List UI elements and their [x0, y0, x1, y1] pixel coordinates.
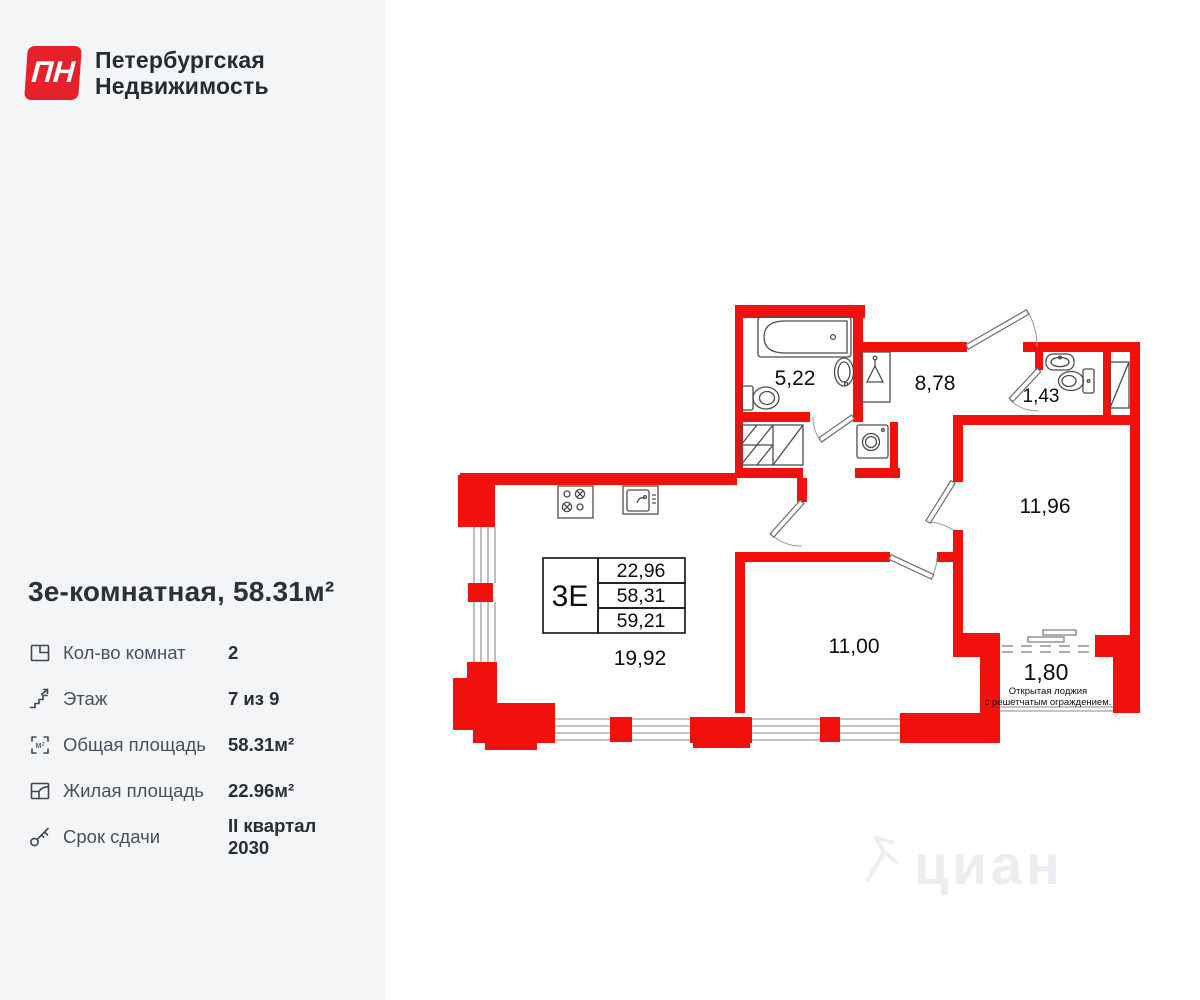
cian-watermark-icon: [862, 832, 906, 897]
unit-living-area: 22,96: [616, 560, 666, 582]
toilet-icon: [742, 386, 779, 410]
bath-sink-icon: [835, 358, 854, 386]
key-icon: [28, 825, 52, 849]
unit-total-area: 58,31: [616, 585, 666, 607]
unit-total-with-loggia: 59,21: [616, 610, 666, 632]
bathroom-door: [813, 415, 854, 442]
kitchen-sink-icon: [623, 486, 658, 514]
room-11-96-door: [926, 481, 955, 530]
spec-label: Этаж: [63, 688, 108, 709]
stairs-icon: [28, 687, 52, 711]
brand-name: [95, 47, 269, 99]
room-label-kitchen: 19,92: [613, 647, 667, 670]
spec-label: Кол-во комнат: [63, 642, 186, 663]
spec-value: 58.31м²: [228, 734, 295, 755]
pn-logo: ПН: [24, 46, 82, 100]
spec-value: II квартал 2030: [228, 815, 317, 858]
living-area-icon: [28, 779, 52, 803]
bathtub-icon: [758, 317, 851, 357]
shower-niche-icon: [1110, 362, 1129, 408]
room-label-loggia: 1,80: [1023, 659, 1069, 685]
spec-value: 7 из 9: [228, 688, 280, 709]
area-icon: [28, 733, 52, 757]
cian-watermark-text: циан: [914, 833, 1064, 896]
spec-label: Жилая площадь: [63, 780, 204, 801]
room-label-bedroom: 11,96: [1019, 495, 1071, 518]
brand-name-line1: Петербургская: [95, 47, 265, 73]
coat-rack-icon: [860, 352, 890, 402]
spec-row-total-area: [28, 722, 358, 768]
spec-list: [28, 630, 358, 860]
spec-row-deadline: [28, 814, 358, 860]
brand-header: [26, 46, 269, 100]
kitchen-door: [770, 500, 804, 546]
unit-info-values: [552, 560, 666, 632]
wc-toilet-icon: [1059, 369, 1095, 393]
loggia-caption-line1: Открытая лоджия: [1008, 686, 1088, 697]
room-label-bathroom: 5,22: [774, 367, 816, 390]
room-label-room: 11,00: [828, 635, 880, 658]
washing-machine-icon: [857, 425, 888, 458]
room-label-wc: 1,43: [1022, 386, 1060, 407]
stove-icon: [558, 486, 593, 518]
spec-label: Общая площадь: [63, 734, 206, 755]
spec-label: Срок сдачи: [63, 826, 161, 847]
wardrobe-icon: [741, 425, 803, 465]
wc-sink-icon: [1046, 354, 1074, 370]
listing-info-panel: [0, 0, 385, 1000]
rooms-icon: [28, 641, 52, 665]
page-title: 3е-комнатная, 58.31м²: [28, 576, 335, 607]
spec-value: 2: [228, 642, 239, 663]
room-label-hallway: 8,78: [914, 372, 956, 395]
loggia-railing: [1002, 630, 1093, 652]
spec-value: 22.96м²: [228, 780, 295, 801]
loggia-caption-line2: с решетчатым ограждением.: [984, 697, 1112, 708]
room-11-00-door: [889, 555, 937, 579]
unit-type-label: 3Е: [551, 580, 589, 613]
spec-row-living-area: [28, 768, 358, 814]
floor-plan: [440, 290, 1160, 770]
svg-text:м²: м²: [35, 740, 45, 750]
spec-row-rooms: [28, 630, 358, 676]
cian-watermark: [862, 832, 1064, 897]
spec-row-floor: [28, 676, 358, 722]
brand-name-line2: Недвижимость: [95, 73, 269, 99]
